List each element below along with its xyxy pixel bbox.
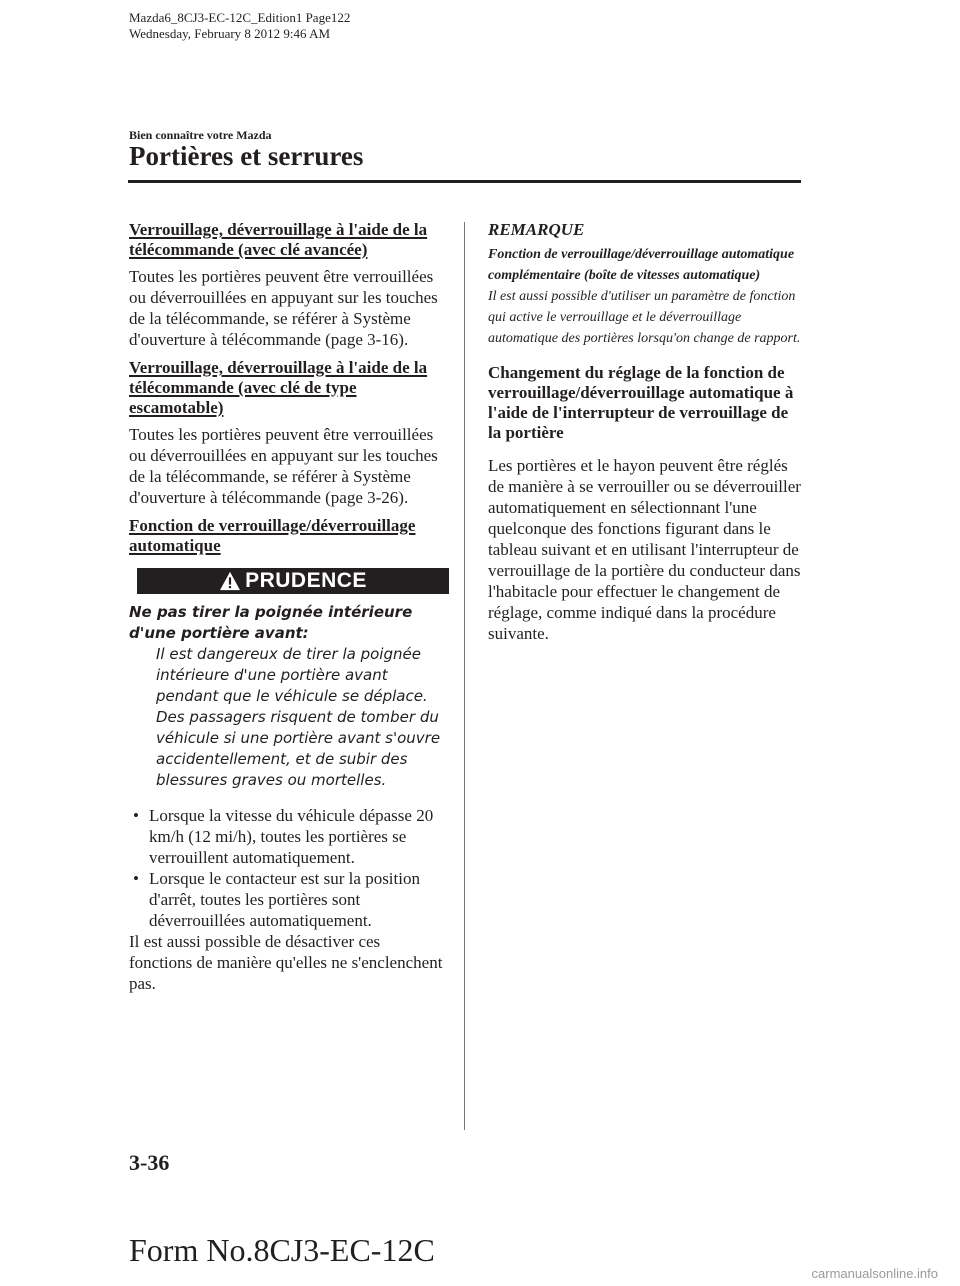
watermark: carmanualsonline.info	[811, 1266, 938, 1281]
body-door-switch: Les portières et le hayon peuvent être réglés de manière à se verrouiller ou se déverrouiller automatiquement en sélectionnant l'une quelconque des fonctions figurant dans le tableau suivant et en utilisant l'interrupteur de verrouillage de la portière du conducteur dans l'habitacle pour effectuer le changement de réglage, comme indiqué dans la procédure suivante.	[488, 456, 801, 643]
closing-paragraph: Il est aussi possible de désactiver ces fonctions de manière qu'elles ne s'enclenchent pas.	[129, 932, 443, 993]
note-title: REMARQUE	[488, 220, 585, 239]
warning-triangle-icon	[219, 571, 241, 591]
subhead-auto-lock: Fonction de verrouillage/déverrouillage automatique	[129, 516, 416, 555]
subhead-door-switch: Changement du réglage de la fonction de verrouillage/déverrouillage automatique à l'aide de l'interrupteur de verrouillage de la portière	[488, 363, 794, 442]
subhead-advanced-key: Verrouillage, déverrouillage à l'aide de la télécommande (avec clé avancée)	[129, 220, 428, 259]
list-item: • Lorsque le contacteur est sur la position d'arrêt, toutes les portières sont déverrouillées automatiquement.	[129, 868, 444, 931]
print-header-date: Wednesday, February 8 2012 9:46 AM	[129, 26, 331, 41]
section-label: Bien connaître votre Mazda	[129, 128, 272, 142]
left-column	[129, 220, 444, 1002]
body-retractable-key: Toutes les portières peuvent être verrouillées ou déverrouillées en appuyant sur les touches de la télécommande, se référer à Système d'ouverture à télécommande (page 3-26).	[129, 425, 438, 507]
print-header-file: Mazda6_8CJ3-EC-12C_Edition1 Page122	[129, 10, 351, 25]
title-rule	[128, 180, 801, 183]
column-divider	[464, 222, 465, 1130]
right-column	[488, 220, 803, 652]
subhead-retractable-key: Verrouillage, déverrouillage à l'aide de la télécommande (avec clé de type escamotable)	[129, 358, 428, 417]
caution-label: PRUDENCE	[245, 569, 367, 592]
page-number: 3-36	[129, 1150, 170, 1175]
print-header	[129, 10, 350, 42]
caution-banner	[137, 568, 449, 594]
list-item: • Lorsque la vitesse du véhicule dépasse 20 km/h (12 mi/h), toutes les portières se verrouillent automatiquement.	[129, 805, 444, 868]
note-body: Il est aussi possible d'utiliser un paramètre de fonction qui active le verrouillage et le déverrouillage automatique des portières lorsqu'on change de rapport.	[488, 289, 801, 346]
auto-lock-list	[129, 805, 444, 931]
body-advanced-key: Toutes les portières peuvent être verrouillées ou déverrouillées en appuyant sur les touches de la télécommande, se référer à Système d'ouverture à télécommande (page 3-16).	[129, 267, 438, 349]
warning-heading: Ne pas tirer la poignée intérieure d'une portière avant:	[129, 603, 413, 642]
form-number: Form No.8CJ3-EC-12C	[129, 1232, 435, 1268]
warning-body: Il est dangereux de tirer la poignée intérieure d'une portière avant pendant que le véhicule se déplace. Des passagers risquent de tomber du véhicule si une portière avant s'ouvre accidentellement, et de subir des blessures graves ou mortelles.	[156, 645, 441, 789]
note-subtitle: Fonction de verrouillage/déverrouillage automatique complémentaire (boîte de vitesses automatique)	[488, 247, 795, 283]
page-title: Portières et serrures	[129, 141, 364, 171]
